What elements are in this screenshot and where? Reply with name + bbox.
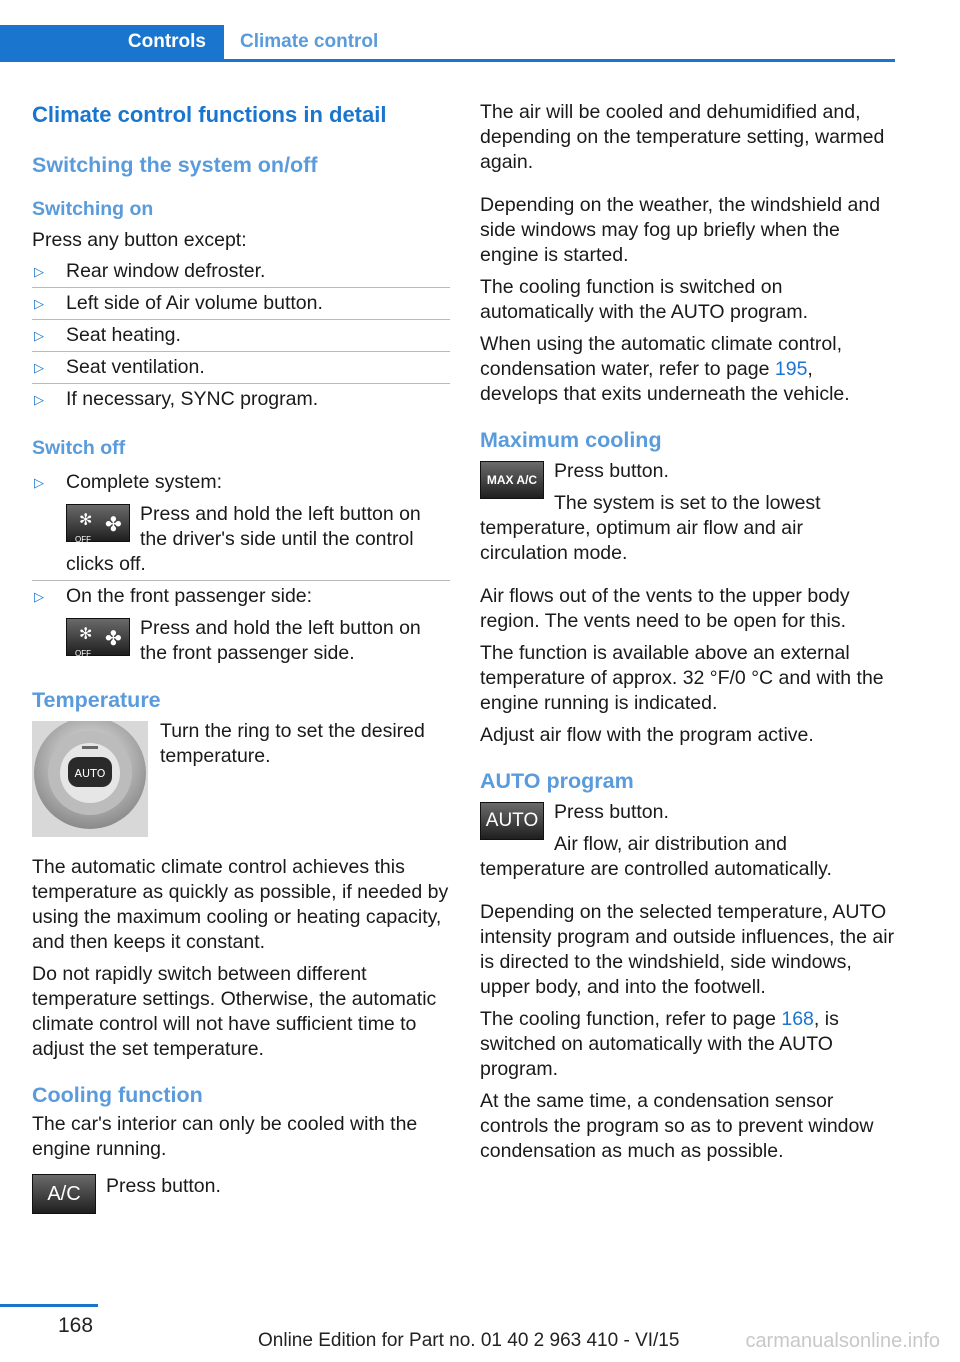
right-paragraph-1: The air will be cooled and dehumidified and, depending on the temperature setting, warmed again. — [480, 101, 885, 173]
triangle-bullet-icon: ▷ — [34, 296, 44, 311]
auto-button-image: AUTO — [480, 802, 544, 840]
max-paragraph-3: The function is available above an external temperature of approx. 32 °F/0 °C and with the engine running is indicated. — [480, 642, 884, 714]
cooling-paragraph: The car's interior can only be cooled with the engine running. — [32, 1113, 418, 1160]
fan-icon: ✻ — [79, 512, 93, 529]
temperature-intro: Turn the ring to set the desired temperature. — [160, 720, 425, 767]
list-item: ▷ If necessary, SYNC program. — [34, 388, 319, 410]
switch-off-list — [32, 467, 450, 669]
footer-rule — [0, 1304, 98, 1307]
triangle-bullet-icon: ▷ — [34, 360, 44, 375]
max-ac-button-image: MAX A/C — [480, 461, 544, 499]
max-paragraph-4: Adjust air flow with the program active. — [480, 724, 814, 746]
fan-icon: ✻ — [79, 626, 93, 643]
triangle-bullet-icon: ▷ — [34, 392, 44, 407]
auto-paragraph-3: The cooling function, refer to page 168, is switched on automatically with the AUTO program. — [480, 1008, 839, 1080]
fan-off-button-image: ✻ OFF ✤ — [66, 618, 130, 656]
temperature-paragraph-2: Do not rapidly switch between different temperature settings. Otherwise, the automatic climate control will not have sufficient time to adjust the set temperature. — [32, 963, 437, 1060]
right-paragraph-3: The cooling function is switched on automatically with the AUTO program. — [480, 276, 809, 323]
section-heading-max-cooling: Maximum cooling — [480, 428, 662, 452]
list-item: ▷ Seat ventilation. — [32, 352, 450, 384]
fan-icon: ✤ — [105, 628, 122, 650]
tab-controls[interactable]: Controls — [0, 25, 224, 59]
right-column — [480, 100, 895, 1171]
section-heading-auto: AUTO program — [480, 769, 634, 793]
ac-press-text: Press button. — [106, 1175, 221, 1197]
right-paragraph-4: When using the automatic climate control, condensation water, refer to page 195, develops that exits underneath the vehicle. — [480, 333, 850, 405]
max-paragraph-2: Air flows out of the vents to the upper body region. The vents need to be open for this. — [480, 585, 850, 632]
temperature-paragraph-1: The automatic climate control achieves this temperature as quickly as possible, if needed by using the maximum cooling or heating capacity, and then keeps it constant. — [32, 856, 449, 953]
auto-block: AUTO Press button. Air flow, air distribution and temperature are controlled automatically. — [480, 801, 832, 880]
right-paragraph-2: Depending on the weather, the windshield and side windows may fog up briefly when the engine is started. — [480, 194, 881, 266]
page-number: 168 — [58, 1314, 94, 1337]
press-any-text: Press any button except: — [32, 229, 247, 251]
triangle-bullet-icon: ▷ — [34, 475, 44, 490]
list-item: ▷ Seat heating. — [32, 320, 450, 352]
section-heading-temperature: Temperature — [32, 688, 161, 712]
page-header — [0, 25, 895, 62]
triangle-bullet-icon: ▷ — [34, 589, 44, 604]
temperature-knob-image — [32, 721, 148, 837]
tab-climate-control[interactable]: Climate control — [240, 31, 379, 52]
temperature-knob-icon — [32, 721, 148, 837]
section-heading-cooling: Cooling function — [32, 1083, 203, 1107]
header-rule — [0, 59, 895, 62]
triangle-bullet-icon: ▷ — [34, 328, 44, 343]
except-list — [32, 256, 450, 415]
list-item: ▷ Complete system: ✻ OFF ✤ Press and hold the left button on the driver's side until the control clicks off. — [32, 467, 450, 581]
temperature-block — [32, 719, 450, 847]
list-item: ▷ On the front passenger side: ✻ OFF ✤ Press and hold the left button on the front passenger side. — [34, 585, 421, 664]
fan-off-button-image: ✻ OFF ✤ — [66, 504, 130, 542]
ac-block — [32, 1174, 450, 1214]
left-column — [32, 100, 450, 1214]
page-link-195[interactable]: 195 — [774, 358, 808, 380]
subheading-switching-on: Switching on — [32, 198, 154, 220]
triangle-bullet-icon: ▷ — [34, 264, 44, 279]
list-item: ▷ Left side of Air volume button. — [32, 288, 450, 320]
auto-paragraph-2: Depending on the selected temperature, AUTO intensity program and outside influences, the air is directed to the windshield, side windows, upper body, and into the footwell. — [480, 901, 895, 998]
fan-icon: ✤ — [105, 514, 122, 536]
list-item: ▷ Rear window defroster. — [32, 256, 450, 288]
max-cooling-block: MAX A/C Press button. The system is set to the lowest temperature, optimum air flow and air circulation mode. — [480, 460, 821, 564]
subheading-switch-off: Switch off — [32, 437, 126, 459]
page-link-168[interactable]: 168 — [781, 1008, 814, 1030]
ac-button-image: A/C — [32, 1174, 96, 1214]
section-heading-onoff: Switching the system on/off — [32, 153, 318, 177]
auto-paragraph-4: At the same time, a condensation sensor controls the program so as to prevent window condensation as much as possible. — [480, 1090, 874, 1162]
edition-text: Online Edition for Part no. 01 40 2 963 410 - VI/15 — [258, 1330, 680, 1351]
watermark: carmanualsonline.info — [745, 1330, 940, 1352]
knob-label: AUTO — [74, 767, 106, 780]
page-title: Climate control functions in detail — [32, 102, 387, 127]
